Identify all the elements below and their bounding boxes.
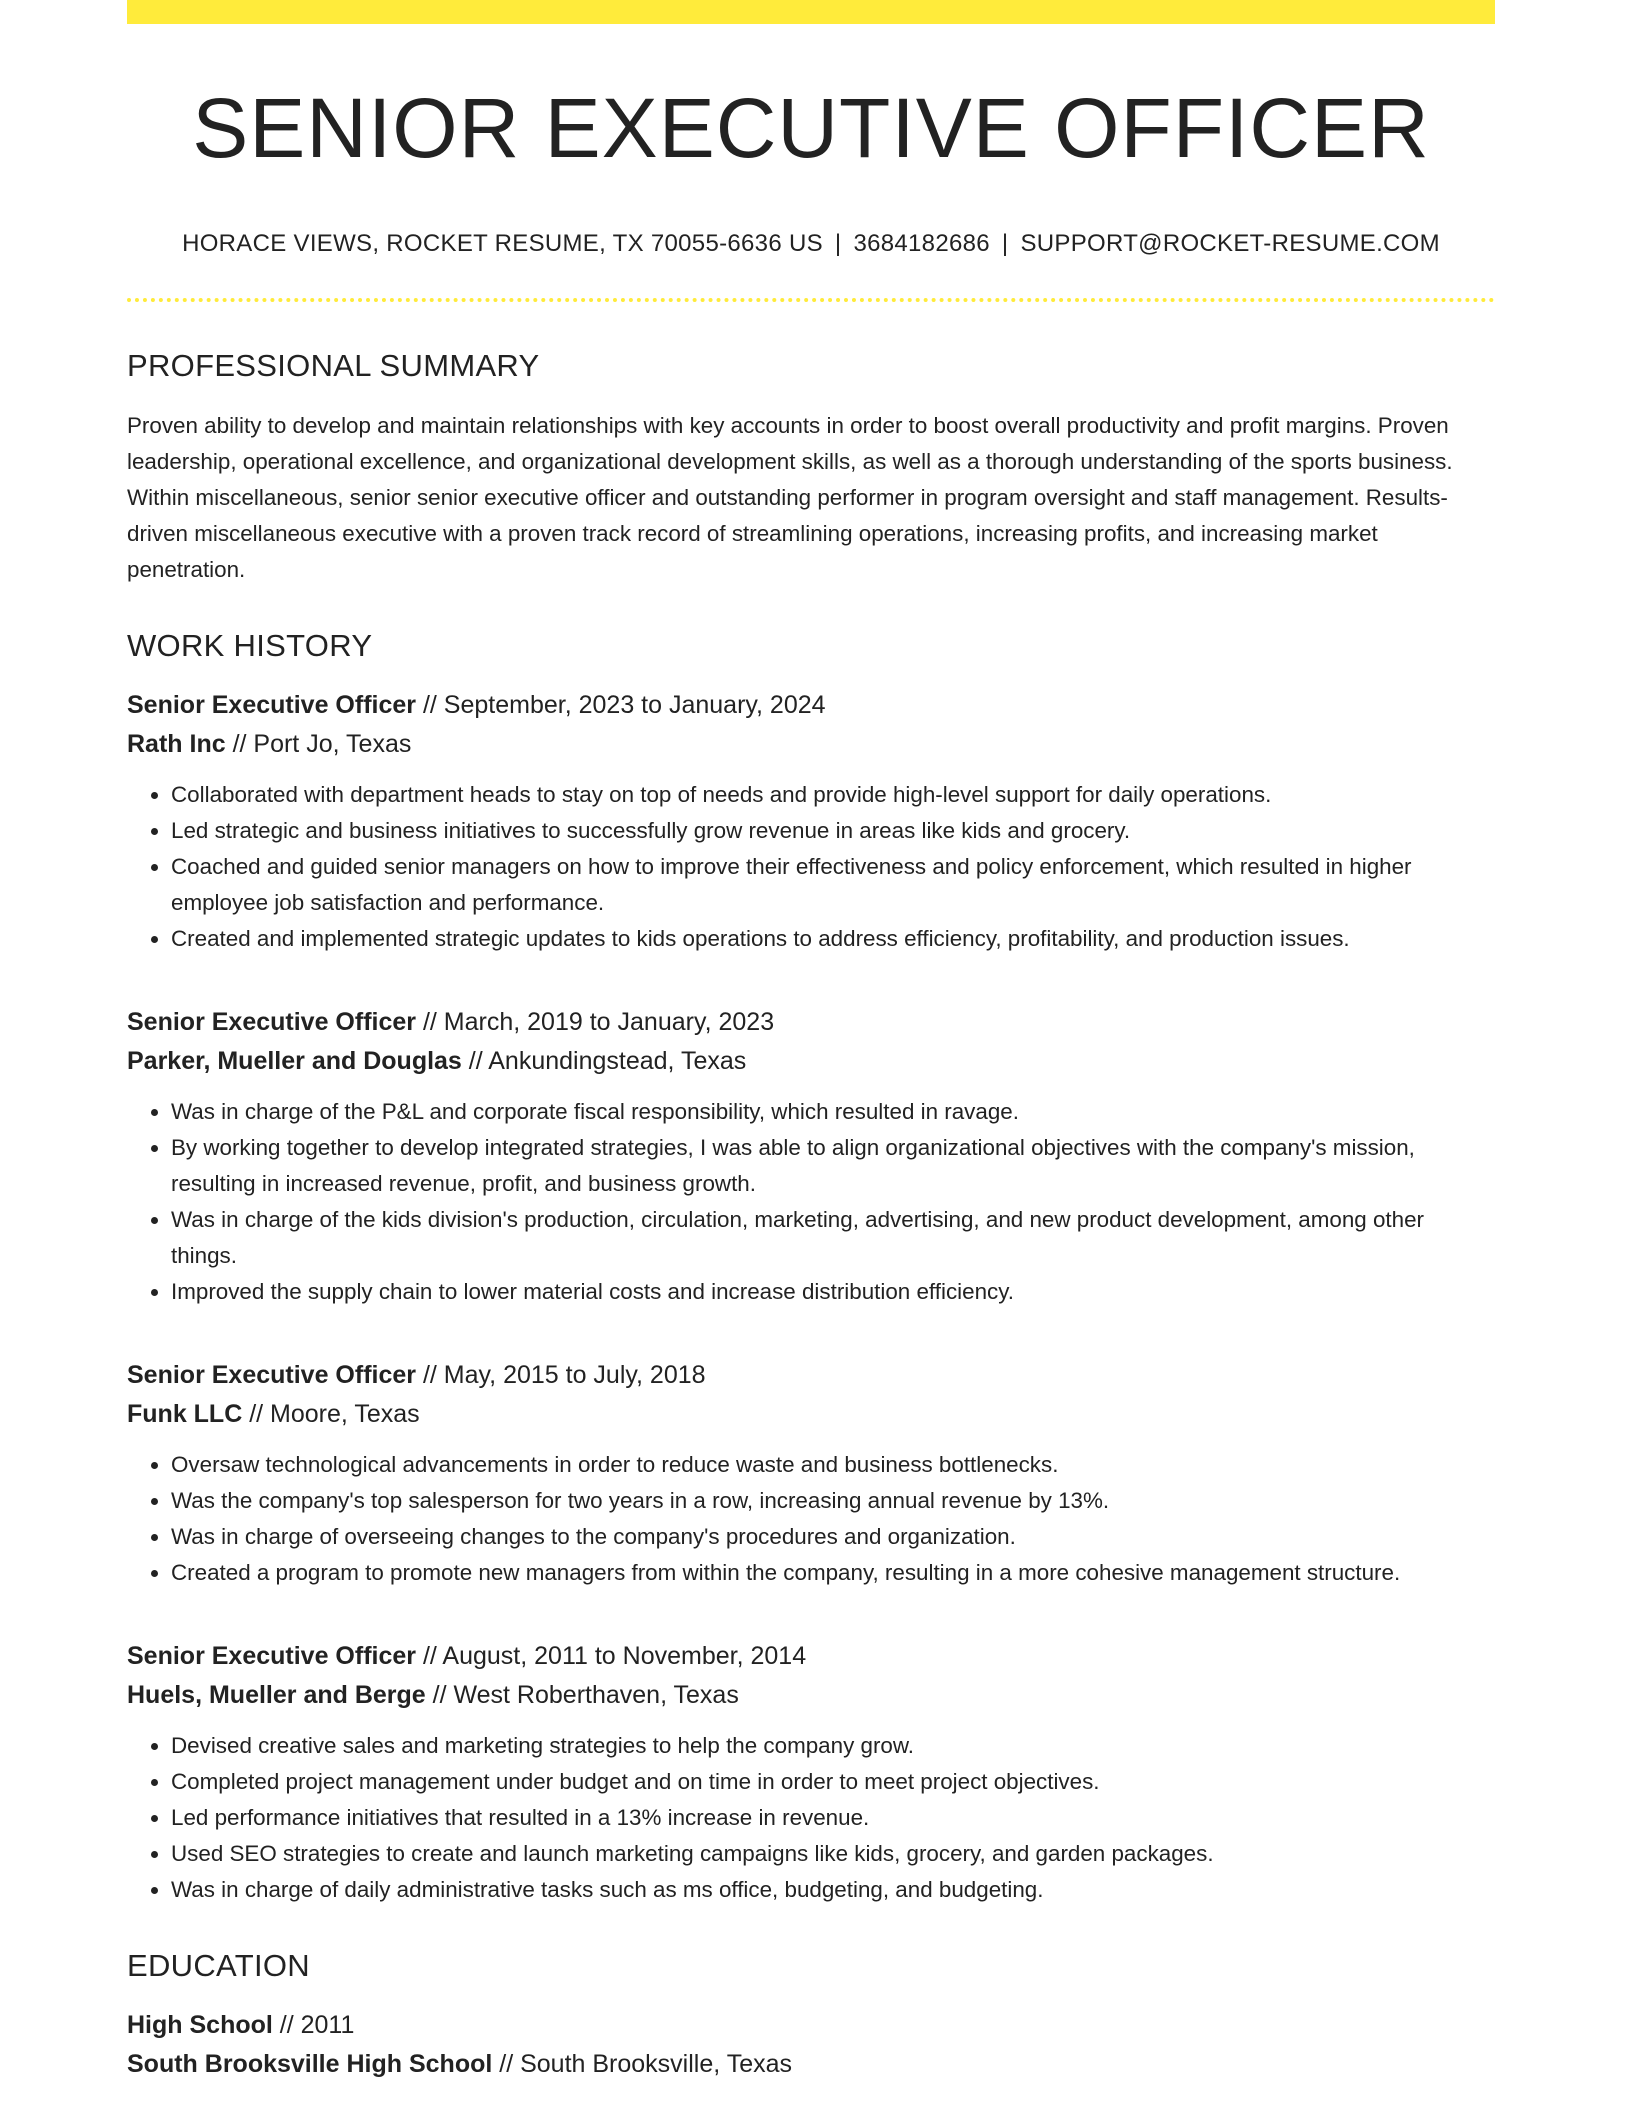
job-location: // Port Jo, Texas xyxy=(225,730,412,759)
job-dates: // August, 2011 to November, 2014 xyxy=(416,1642,807,1671)
job-bullet: • Was in charge of the kids division's production, circulation, marketing, advertising, and new product development, among other things. xyxy=(171,1202,1495,1274)
job-role-line xyxy=(127,1003,1495,1042)
job-bullet: • Was the company's top salesperson for two years in a row, increasing annual revenue by 13%. xyxy=(171,1483,1495,1519)
contact-line xyxy=(127,230,1495,258)
job-company: Huels, Mueller and Berge xyxy=(127,1681,426,1710)
job-bullet: • Completed project management under budget and on time in order to meet project objectives. xyxy=(171,1764,1495,1800)
job-entry xyxy=(127,1356,1495,1591)
job-entry xyxy=(127,686,1495,957)
job-location: // Ankundingstead, Texas xyxy=(461,1047,747,1076)
accent-top-bar xyxy=(127,0,1495,24)
job-bullet: • Oversaw technological advancements in order to reduce waste and business bottlenecks. xyxy=(171,1447,1495,1483)
job-company: Rath Inc xyxy=(127,730,226,759)
job-role-line xyxy=(127,1637,1495,1676)
education-degree: High School xyxy=(127,2011,273,2040)
job-bullets xyxy=(127,1728,1495,1908)
education-location: // South Brooksville, Texas xyxy=(492,2050,792,2079)
job-bullet: • Devised creative sales and marketing strategies to help the company grow. xyxy=(171,1728,1495,1764)
job-bullet: • Was in charge of overseeing changes to the company's procedures and organization. xyxy=(171,1519,1495,1555)
job-bullet: • Coached and guided senior managers on how to improve their effectiveness and policy enforcement, which resulted in higher employee job satisfaction and performance. xyxy=(171,849,1495,921)
education-school-line xyxy=(127,2045,1495,2084)
job-role-line xyxy=(127,686,1495,725)
job-bullet: • Improved the supply chain to lower material costs and increase distribution efficiency. xyxy=(171,1274,1495,1310)
job-bullets xyxy=(127,777,1495,957)
education-entry xyxy=(127,2006,1495,2084)
job-company-line xyxy=(127,1042,1495,1081)
job-role-line xyxy=(127,1356,1495,1395)
job-bullet: • Led performance initiatives that resulted in a 13% increase in revenue. xyxy=(171,1800,1495,1836)
job-entry xyxy=(127,1003,1495,1310)
job-bullet: • Created a program to promote new managers from within the company, resulting in a more cohesive management structure. xyxy=(171,1555,1495,1591)
job-bullet: • Was in charge of daily administrative tasks such as ms office, budgeting, and budgeting. xyxy=(171,1872,1495,1908)
job-bullet: • Led strategic and business initiatives to successfully grow revenue in areas like kids and grocery. xyxy=(171,813,1495,849)
contact-phone: 3684182686 xyxy=(853,230,990,258)
contact-separator: | xyxy=(834,230,842,258)
job-bullet: • By working together to develop integrated strategies, I was able to align organizational objectives with the company's mission, resulting in increased revenue, profit, and business growth. xyxy=(171,1130,1495,1202)
education-year: // 2011 xyxy=(272,2011,355,2040)
job-bullets xyxy=(127,1094,1495,1310)
job-dates: // September, 2023 to January, 2024 xyxy=(416,691,826,720)
education-school: South Brooksville High School xyxy=(127,2050,493,2079)
job-company: Funk LLC xyxy=(127,1400,243,1429)
job-company-line xyxy=(127,1676,1495,1715)
job-company: Parker, Mueller and Douglas xyxy=(127,1047,462,1076)
job-bullets xyxy=(127,1447,1495,1591)
job-role: Senior Executive Officer xyxy=(127,691,417,720)
job-role: Senior Executive Officer xyxy=(127,1008,417,1037)
job-entry xyxy=(127,1637,1495,1908)
section-title-education: EDUCATION xyxy=(127,1948,310,1984)
contact-email: SUPPORT@ROCKET-RESUME.COM xyxy=(1020,230,1440,258)
job-location: // West Roberthaven, Texas xyxy=(425,1681,739,1710)
resume-name-title: SENIOR EXECUTIVE OFFICER xyxy=(192,81,1430,175)
contact-address: HORACE VIEWS, ROCKET RESUME, TX 70055-6636 US xyxy=(182,230,823,258)
section-title-summary: PROFESSIONAL SUMMARY xyxy=(127,348,540,384)
job-role: Senior Executive Officer xyxy=(127,1642,417,1671)
job-company-line xyxy=(127,725,1495,764)
summary-text: Proven ability to develop and maintain relationships with key accounts in order to boost overall productivity and profit margins. Proven leadership, operational excellence, and organizational development skills, as well as a thorough understanding of the sports business. Within miscellaneous, senior senior executive officer and outstanding performer in program oversight and staff management. Results-driven miscellaneous executive with a proven track record of streamlining operations, increasing profits, and increasing market penetration. xyxy=(127,413,1453,583)
job-dates: // May, 2015 to July, 2018 xyxy=(416,1361,706,1390)
education-degree-line xyxy=(127,2006,1495,2045)
job-location: // Moore, Texas xyxy=(242,1400,420,1429)
section-title-work-history: WORK HISTORY xyxy=(127,628,373,664)
job-bullet: • Collaborated with department heads to stay on top of needs and provide high-level support for daily operations. xyxy=(171,777,1495,813)
job-company-line xyxy=(127,1395,1495,1434)
job-role: Senior Executive Officer xyxy=(127,1361,417,1390)
job-bullet: • Used SEO strategies to create and launch marketing campaigns like kids, grocery, and garden packages. xyxy=(171,1836,1495,1872)
job-bullet: • Was in charge of the P&L and corporate fiscal responsibility, which resulted in ravage. xyxy=(171,1094,1495,1130)
job-bullet: • Created and implemented strategic updates to kids operations to address efficiency, profitability, and production issues. xyxy=(171,921,1495,957)
dotted-divider xyxy=(127,298,1495,302)
contact-separator: | xyxy=(1001,230,1009,258)
job-dates: // March, 2019 to January, 2023 xyxy=(416,1008,775,1037)
resume-page xyxy=(127,0,1495,2084)
